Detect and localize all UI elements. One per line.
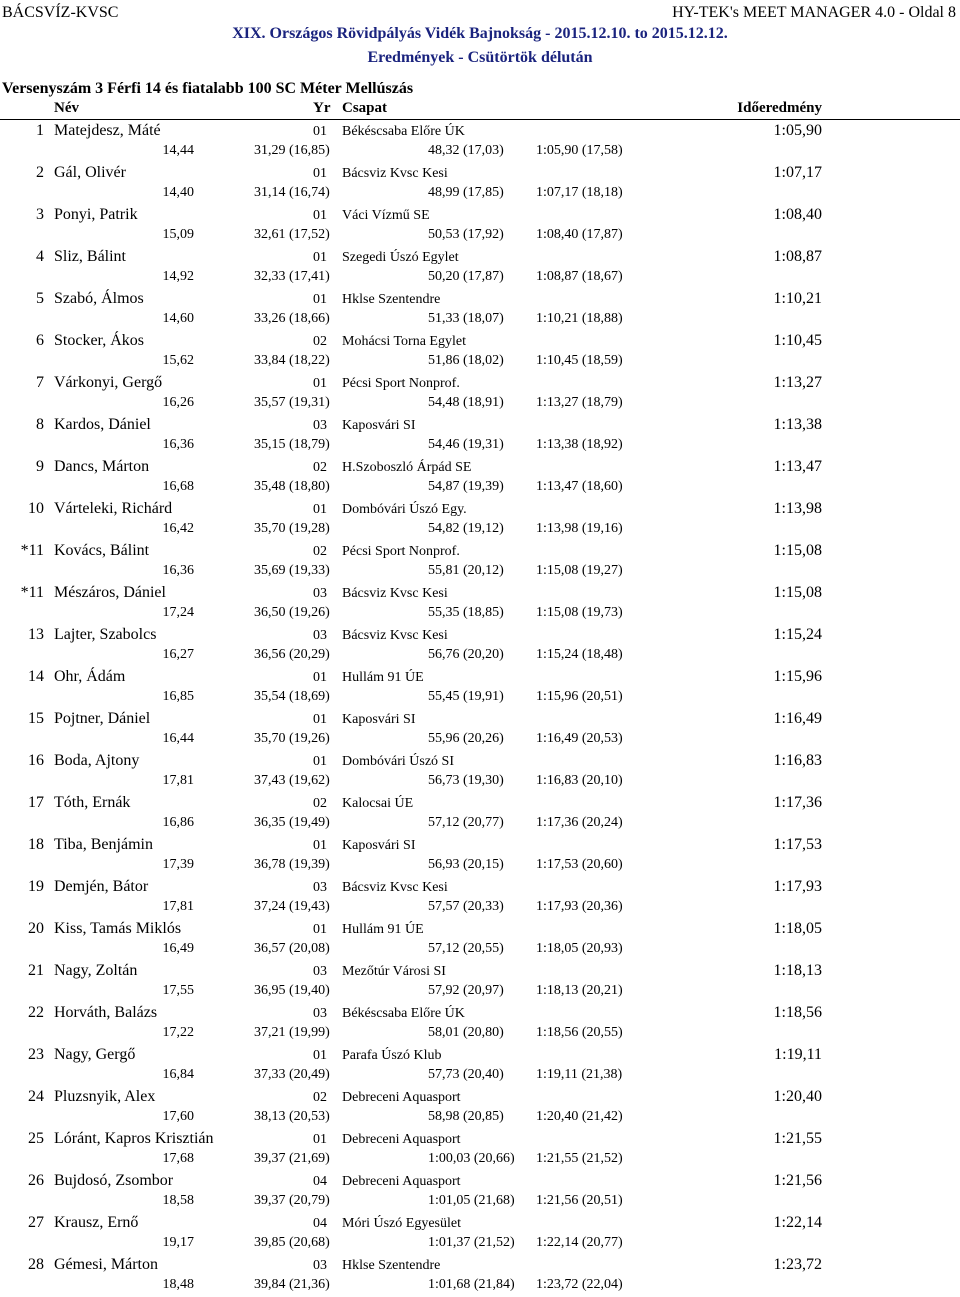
split-time: 37,21 (19,99): [254, 1025, 330, 1040]
split-time: 38,13 (20,53): [254, 1109, 330, 1124]
place: 28: [28, 1256, 44, 1273]
split-time: 1:08,40 (17,87): [536, 227, 623, 242]
birth-year: 01: [313, 124, 327, 139]
team-name: Hullám 91 ÚE: [342, 922, 424, 937]
split-time: 17,39: [162, 857, 194, 872]
birth-year: 02: [313, 796, 327, 811]
place: 9: [36, 458, 44, 475]
results-list: [0, 120, 960, 1296]
split-time: 1:15,96 (20,51): [536, 689, 623, 704]
final-time: 1:05,90: [773, 122, 822, 139]
split-time: 1:13,98 (19,16): [536, 521, 623, 536]
swimmer-name: Demjén, Bátor: [54, 878, 149, 895]
swimmer-name: Ponyi, Patrik: [54, 206, 138, 223]
split-time: 35,48 (18,80): [254, 479, 330, 494]
split-time: 14,92: [162, 269, 194, 284]
final-time: 1:21,56: [773, 1172, 822, 1189]
split-time: 1:05,90 (17,58): [536, 143, 623, 158]
split-time: 1:18,05 (20,93): [536, 941, 623, 956]
event-title: Versenyszám 3 Férfi 14 és fiatalabb 100 SC Méter Mellúszás: [2, 80, 414, 97]
place: 23: [28, 1046, 44, 1063]
split-time: 1:13,47 (18,60): [536, 479, 623, 494]
split-time: 1:08,87 (18,67): [536, 269, 623, 284]
split-time: 32,33 (17,41): [254, 269, 330, 284]
result-entry: [0, 918, 960, 960]
result-entry: [0, 834, 960, 876]
place: 24: [28, 1088, 44, 1105]
result-entry: [0, 498, 960, 540]
split-time: 36,78 (19,39): [254, 857, 330, 872]
birth-year: 01: [313, 670, 327, 685]
result-entry: [0, 204, 960, 246]
birth-year: 01: [313, 292, 327, 307]
place: 8: [36, 416, 44, 433]
final-time: 1:18,13: [773, 962, 822, 979]
swimmer-name: Pluzsnyik, Alex: [54, 1088, 156, 1105]
team-name: Dombóvári Úszó SI: [342, 754, 454, 769]
birth-year: 03: [313, 964, 327, 979]
split-time: 1:18,56 (20,55): [536, 1025, 623, 1040]
header-left: BÁCSVÍZ-KVSC: [2, 4, 119, 21]
place: 6: [36, 332, 44, 349]
split-time: 57,92 (20,97): [428, 983, 504, 998]
split-time: 1:01,68 (21,84): [428, 1277, 515, 1292]
split-time: 39,37 (20,79): [254, 1193, 330, 1208]
result-entry: [0, 582, 960, 624]
split-time: 37,43 (19,62): [254, 773, 330, 788]
split-time: 54,82 (19,12): [428, 521, 504, 536]
place: 18: [28, 836, 44, 853]
final-time: 1:10,21: [773, 290, 822, 307]
split-time: 1:13,27 (18,79): [536, 395, 623, 410]
split-time: 16,27: [162, 647, 194, 662]
split-time: 36,57 (20,08): [254, 941, 330, 956]
result-entry: [0, 666, 960, 708]
swimmer-name: Sliz, Bálint: [54, 248, 126, 265]
split-time: 16,42: [162, 521, 194, 536]
swimmer-name: Kovács, Bálint: [54, 542, 150, 559]
split-time: 19,17: [162, 1235, 194, 1250]
split-time: 1:00,03 (20,66): [428, 1151, 515, 1166]
final-time: 1:16,49: [773, 710, 822, 727]
split-time: 1:01,05 (21,68): [428, 1193, 515, 1208]
split-time: 17,81: [162, 773, 194, 788]
place: 19: [28, 878, 44, 895]
swimmer-name: Tiba, Benjámin: [54, 836, 153, 853]
birth-year: 04: [313, 1216, 327, 1231]
team-name: Kalocsai ÚE: [342, 796, 414, 811]
split-time: 1:17,93 (20,36): [536, 899, 623, 914]
birth-year: 01: [313, 754, 327, 769]
final-time: 1:13,47: [773, 458, 822, 475]
split-time: 51,86 (18,02): [428, 353, 504, 368]
split-time: 1:18,13 (20,21): [536, 983, 623, 998]
birth-year: 01: [313, 502, 327, 517]
swimmer-name: Krausz, Ernő: [54, 1214, 139, 1231]
split-time: 36,95 (19,40): [254, 983, 330, 998]
split-time: 37,33 (20,49): [254, 1067, 330, 1082]
split-time: 55,35 (18,85): [428, 605, 504, 620]
result-entry: [0, 708, 960, 750]
birth-year: 01: [313, 922, 327, 937]
split-time: 1:22,14 (20,77): [536, 1235, 623, 1250]
result-entry: [0, 120, 960, 162]
place: 7: [36, 374, 44, 391]
team-name: Debreceni Aquasport: [342, 1174, 461, 1189]
birth-year: 03: [313, 1006, 327, 1021]
split-time: 1:07,17 (18,18): [536, 185, 623, 200]
birth-year: 04: [313, 1174, 327, 1189]
team-name: Kaposvári SI: [342, 712, 416, 727]
split-time: 33,84 (18,22): [254, 353, 330, 368]
result-entry: [0, 540, 960, 582]
split-time: 17,55: [162, 983, 194, 998]
split-time: 15,09: [162, 227, 194, 242]
split-time: 1:16,83 (20,10): [536, 773, 623, 788]
birth-year: 03: [313, 628, 327, 643]
split-time: 36,56 (20,29): [254, 647, 330, 662]
final-time: 1:15,24: [773, 626, 822, 643]
result-entry: [0, 1128, 960, 1170]
final-time: 1:22,14: [773, 1214, 822, 1231]
result-entry: [0, 960, 960, 1002]
birth-year: 02: [313, 1090, 327, 1105]
final-time: 1:08,87: [773, 248, 822, 265]
split-time: 55,45 (19,91): [428, 689, 504, 704]
birth-year: 03: [313, 1258, 327, 1273]
col-header-yr: Yr: [313, 100, 331, 116]
team-name: Kaposvári SI: [342, 418, 416, 433]
split-time: 14,44: [162, 143, 194, 158]
result-entry: [0, 1002, 960, 1044]
col-header-name: Név: [54, 100, 79, 116]
place: 16: [28, 752, 44, 769]
split-time: 32,61 (17,52): [254, 227, 330, 242]
birth-year: 01: [313, 1048, 327, 1063]
result-entry: [0, 456, 960, 498]
split-time: 18,48: [162, 1277, 194, 1292]
header-right: HY-TEK's MEET MANAGER 4.0 - Oldal 8: [672, 4, 956, 21]
birth-year: 01: [313, 1132, 327, 1147]
result-entry: [0, 1086, 960, 1128]
team-name: Debreceni Aquasport: [342, 1132, 461, 1147]
team-name: Bácsviz Kvsc Kesi: [342, 628, 448, 643]
birth-year: 01: [313, 712, 327, 727]
split-time: 35,70 (19,26): [254, 731, 330, 746]
place: 26: [28, 1172, 44, 1189]
split-time: 14,40: [162, 185, 194, 200]
split-time: 50,20 (17,87): [428, 269, 504, 284]
birth-year: 01: [313, 208, 327, 223]
result-entry: [0, 1044, 960, 1086]
team-name: Pécsi Sport Nonprof.: [342, 376, 460, 391]
swimmer-name: Nagy, Gergő: [54, 1046, 136, 1063]
final-time: 1:13,38: [773, 416, 822, 433]
swimmer-name: Stocker, Ákos: [54, 332, 145, 349]
split-time: 48,99 (17,85): [428, 185, 504, 200]
split-time: 17,22: [162, 1025, 194, 1040]
swimmer-name: Gémesi, Márton: [54, 1256, 158, 1273]
birth-year: 01: [313, 250, 327, 265]
result-entry: [0, 246, 960, 288]
final-time: 1:23,72: [773, 1256, 822, 1273]
swimmer-name: Várkonyi, Gergő: [54, 374, 163, 391]
final-time: 1:17,36: [773, 794, 822, 811]
birth-year: 03: [313, 880, 327, 895]
result-entry: [0, 330, 960, 372]
split-time: 57,73 (20,40): [428, 1067, 504, 1082]
split-time: 16,26: [162, 395, 194, 410]
result-entry: [0, 1212, 960, 1254]
place: *11: [20, 542, 44, 559]
team-name: Váci Vízmű SE: [342, 208, 430, 223]
split-time: 58,01 (20,80): [428, 1025, 504, 1040]
page-subtitle: Eredmények - Csütörtök délután: [367, 49, 593, 66]
swimmer-name: Kiss, Tamás Miklós: [54, 920, 182, 937]
place: 27: [28, 1214, 44, 1231]
place: 2: [36, 164, 44, 181]
birth-year: 01: [313, 376, 327, 391]
place: 20: [28, 920, 44, 937]
team-name: Hklse Szentendre: [342, 292, 441, 307]
split-time: 1:23,72 (22,04): [536, 1277, 623, 1292]
split-time: 18,58: [162, 1193, 194, 1208]
final-time: 1:17,53: [773, 836, 822, 853]
final-time: 1:10,45: [773, 332, 822, 349]
final-time: 1:20,40: [773, 1088, 822, 1105]
swimmer-name: Pojtner, Dániel: [54, 710, 151, 727]
split-time: 37,24 (19,43): [254, 899, 330, 914]
birth-year: 03: [313, 418, 327, 433]
team-name: Mezőtúr Városi SI: [342, 964, 446, 979]
place: *11: [20, 584, 44, 601]
birth-year: 03: [313, 586, 327, 601]
split-time: 35,70 (19,28): [254, 521, 330, 536]
split-time: 16,86: [162, 815, 194, 830]
result-entry: [0, 372, 960, 414]
team-name: Hullám 91 ÚE: [342, 670, 424, 685]
split-time: 15,62: [162, 353, 194, 368]
split-time: 16,44: [162, 731, 194, 746]
team-name: H.Szoboszló Árpád SE: [342, 460, 472, 475]
col-header-team: Csapat: [342, 100, 388, 116]
split-time: 54,87 (19,39): [428, 479, 504, 494]
final-time: 1:15,08: [773, 542, 822, 559]
split-time: 1:10,45 (18,59): [536, 353, 623, 368]
swimmer-name: Mészáros, Dániel: [54, 584, 166, 601]
swimmer-name: Dancs, Márton: [54, 458, 150, 475]
split-time: 39,84 (21,36): [254, 1277, 330, 1292]
meet-title: XIX. Országos Rövidpályás Vidék Bajnokság - 2015.12.10. to 2015.12.12.: [232, 25, 728, 42]
result-entry: [0, 288, 960, 330]
team-name: Hklse Szentendre: [342, 1258, 441, 1273]
final-time: 1:21,55: [773, 1130, 822, 1147]
split-time: 54,46 (19,31): [428, 437, 504, 452]
split-time: 16,85: [162, 689, 194, 704]
team-name: Kaposvári SI: [342, 838, 416, 853]
split-time: 33,26 (18,66): [254, 311, 330, 326]
swimmer-name: Horváth, Balázs: [54, 1004, 158, 1021]
split-time: 16,84: [162, 1067, 194, 1082]
split-time: 36,35 (19,49): [254, 815, 330, 830]
final-time: 1:07,17: [773, 164, 822, 181]
split-time: 35,15 (18,79): [254, 437, 330, 452]
split-time: 56,73 (19,30): [428, 773, 504, 788]
place: 25: [28, 1130, 44, 1147]
split-time: 1:01,37 (21,52): [428, 1235, 515, 1250]
place: 5: [36, 290, 44, 307]
split-time: 57,57 (20,33): [428, 899, 504, 914]
birth-year: 02: [313, 544, 327, 559]
result-entry: [0, 1254, 960, 1296]
birth-year: 02: [313, 460, 327, 475]
split-time: 17,60: [162, 1109, 194, 1124]
birth-year: 01: [313, 838, 327, 853]
split-time: 1:15,08 (19,27): [536, 563, 623, 578]
split-time: 31,29 (16,85): [254, 143, 330, 158]
final-time: 1:15,96: [773, 668, 822, 685]
split-time: 56,93 (20,15): [428, 857, 504, 872]
place: 10: [28, 500, 44, 517]
split-time: 36,50 (19,26): [254, 605, 330, 620]
place: 4: [36, 248, 44, 265]
split-time: 39,37 (21,69): [254, 1151, 330, 1166]
place: 17: [28, 794, 44, 811]
team-name: Bácsviz Kvsc Kesi: [342, 880, 448, 895]
split-time: 16,49: [162, 941, 194, 956]
final-time: 1:13,27: [773, 374, 822, 391]
team-name: Bácsviz Kvsc Kesi: [342, 166, 448, 181]
place: 1: [36, 122, 44, 139]
swimmer-name: Gál, Olivér: [54, 164, 126, 181]
result-entry: [0, 414, 960, 456]
split-time: 55,96 (20,26): [428, 731, 504, 746]
team-name: Mohácsi Torna Egylet: [342, 334, 466, 349]
col-header-result: Időeredmény: [737, 100, 822, 116]
split-time: 1:15,24 (18,48): [536, 647, 623, 662]
split-time: 57,12 (20,77): [428, 815, 504, 830]
split-time: 17,81: [162, 899, 194, 914]
split-time: 16,68: [162, 479, 194, 494]
split-time: 17,68: [162, 1151, 194, 1166]
split-time: 14,60: [162, 311, 194, 326]
swimmer-name: Lajter, Szabolcs: [54, 626, 157, 643]
split-time: 39,85 (20,68): [254, 1235, 330, 1250]
team-name: Móri Úszó Egyesület: [342, 1216, 461, 1231]
final-time: 1:18,56: [773, 1004, 822, 1021]
split-time: 1:21,56 (20,51): [536, 1193, 623, 1208]
swimmer-name: Nagy, Zoltán: [54, 962, 138, 979]
swimmer-name: Szabó, Álmos: [54, 290, 144, 307]
split-time: 31,14 (16,74): [254, 185, 330, 200]
place: 13: [28, 626, 44, 643]
swimmer-name: Bujdosó, Zsombor: [54, 1172, 174, 1189]
place: 3: [36, 206, 44, 223]
split-time: 55,81 (20,12): [428, 563, 504, 578]
final-time: 1:17,93: [773, 878, 822, 895]
split-time: 57,12 (20,55): [428, 941, 504, 956]
place: 14: [28, 668, 44, 685]
swimmer-name: Matejdesz, Máté: [54, 122, 161, 139]
swimmer-name: Tóth, Ernák: [54, 794, 131, 811]
split-time: 35,54 (18,69): [254, 689, 330, 704]
split-time: 16,36: [162, 563, 194, 578]
split-time: 51,33 (18,07): [428, 311, 504, 326]
final-time: 1:19,11: [774, 1046, 822, 1063]
team-name: Dombóvári Úszó Egy.: [342, 502, 467, 517]
split-time: 1:20,40 (21,42): [536, 1109, 623, 1124]
split-time: 48,32 (17,03): [428, 143, 504, 158]
result-entry: [0, 876, 960, 918]
swimmer-name: Várteleki, Richárd: [54, 500, 173, 517]
split-time: 1:10,21 (18,88): [536, 311, 623, 326]
result-entry: [0, 162, 960, 204]
final-time: 1:08,40: [773, 206, 822, 223]
team-name: Debreceni Aquasport: [342, 1090, 461, 1105]
split-time: 50,53 (17,92): [428, 227, 504, 242]
team-name: Szegedi Úszó Egylet: [342, 250, 459, 265]
split-time: 16,36: [162, 437, 194, 452]
split-time: 1:19,11 (21,38): [536, 1067, 623, 1082]
result-entry: [0, 1170, 960, 1212]
final-time: 1:15,08: [773, 584, 822, 601]
split-time: 58,98 (20,85): [428, 1109, 504, 1124]
swimmer-name: Boda, Ajtony: [54, 752, 140, 769]
final-time: 1:18,05: [773, 920, 822, 937]
result-entry: [0, 792, 960, 834]
split-time: 56,76 (20,20): [428, 647, 504, 662]
split-time: 35,69 (19,33): [254, 563, 330, 578]
swimmer-name: Ohr, Ádám: [54, 668, 126, 685]
team-name: Pécsi Sport Nonprof.: [342, 544, 460, 559]
split-time: 1:15,08 (19,73): [536, 605, 623, 620]
birth-year: 01: [313, 166, 327, 181]
team-name: Békéscsaba Előre ÚK: [342, 124, 465, 139]
team-name: Parafa Úszó Klub: [342, 1048, 442, 1063]
split-time: 54,48 (18,91): [428, 395, 504, 410]
swimmer-name: Kardos, Dániel: [54, 416, 151, 433]
place: 21: [28, 962, 44, 979]
birth-year: 02: [313, 334, 327, 349]
split-time: 1:13,38 (18,92): [536, 437, 623, 452]
swimmer-name: Lóránt, Kapros Krisztián: [54, 1130, 214, 1147]
final-time: 1:13,98: [773, 500, 822, 517]
team-name: Bácsviz Kvsc Kesi: [342, 586, 448, 601]
final-time: 1:16,83: [773, 752, 822, 769]
result-entry: [0, 624, 960, 666]
result-entry: [0, 750, 960, 792]
split-time: 17,24: [162, 605, 194, 620]
split-time: 1:16,49 (20,53): [536, 731, 623, 746]
split-time: 35,57 (19,31): [254, 395, 330, 410]
place: 22: [28, 1004, 44, 1021]
team-name: Békéscsaba Előre ÚK: [342, 1006, 465, 1021]
split-time: 1:17,36 (20,24): [536, 815, 623, 830]
split-time: 1:17,53 (20,60): [536, 857, 623, 872]
place: 15: [28, 710, 44, 727]
split-time: 1:21,55 (21,52): [536, 1151, 623, 1166]
